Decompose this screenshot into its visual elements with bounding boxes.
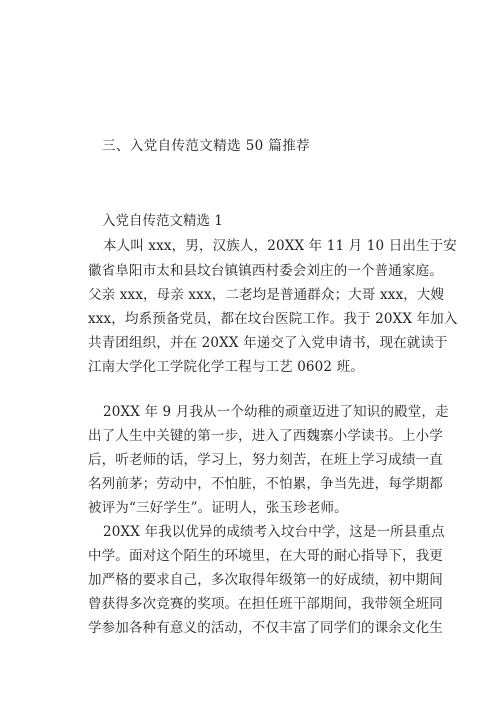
paragraph-3-line-4: 曾获得多次竞赛的奖项。在担任班干部期间，我带领全班同 (88, 596, 443, 612)
paragraph-2-line-3: 后，听老师的话，学习上，努力刻苦，在班上学习成绩一直 (88, 452, 443, 468)
paragraph-2-line-1: 20XX 年 9 月我从一个幼稚的顽童迈进了知识的殿堂，走 (103, 404, 449, 420)
paragraph-1-line-4: xxx，均系预备党员，都在坟台医院工作。我于 20XX 年加入 (88, 311, 458, 327)
paragraph-1-line-6: 江南大学化工学院化学工程与工艺 0602 班。 (88, 359, 364, 375)
paragraph-3-line-1: 20XX 年我以优异的成绩考入坟台中学，这是一所县重点 (103, 524, 445, 540)
paragraph-1-line-2: 徽省阜阳市太和县坟台镇镇西村委会刘庄的一个普通家庭。 (88, 263, 443, 279)
paragraph-3-line-3: 加严格的要求自己，多次取得年级第一的好成绩，初中期间 (88, 572, 443, 588)
paragraph-3-line-5: 学参加各种有意义的活动，不仅丰富了同学们的课余文化生 (88, 620, 443, 636)
paragraph-1-line-3: 父亲 xxx，母亲 xxx，二老均是普通群众；大哥 xxx，大嫂 (88, 287, 445, 303)
paragraph-1-line-5: 共青团组织，并在 20XX 年递交了入党申请书，现在就读于 (88, 335, 448, 351)
paragraph-2-line-5: 被评为“三好学生”。证明人，张玉珍老师。 (88, 500, 348, 516)
paragraph-3-line-2: 中学。面对这个陌生的环境里，在大哥的耐心指导下，我更 (88, 548, 443, 564)
paragraph-2-line-4: 名列前茅；劳动中，不怕脏，不怕累，争当先进，每学期都 (88, 476, 443, 492)
paragraph-1-line-1: 本人叫 xxx，男，汉族人，20XX 年 11 月 10 日出生于安 (103, 238, 457, 254)
section-heading: 三、入党自传范文精选 50 篇推荐 (102, 138, 311, 154)
paragraph-2-line-2: 出了人生中关键的第一步，进入了西魏寨小学读书。上小学 (88, 428, 443, 444)
article-title: 入党自传范文精选 1 (102, 213, 223, 229)
